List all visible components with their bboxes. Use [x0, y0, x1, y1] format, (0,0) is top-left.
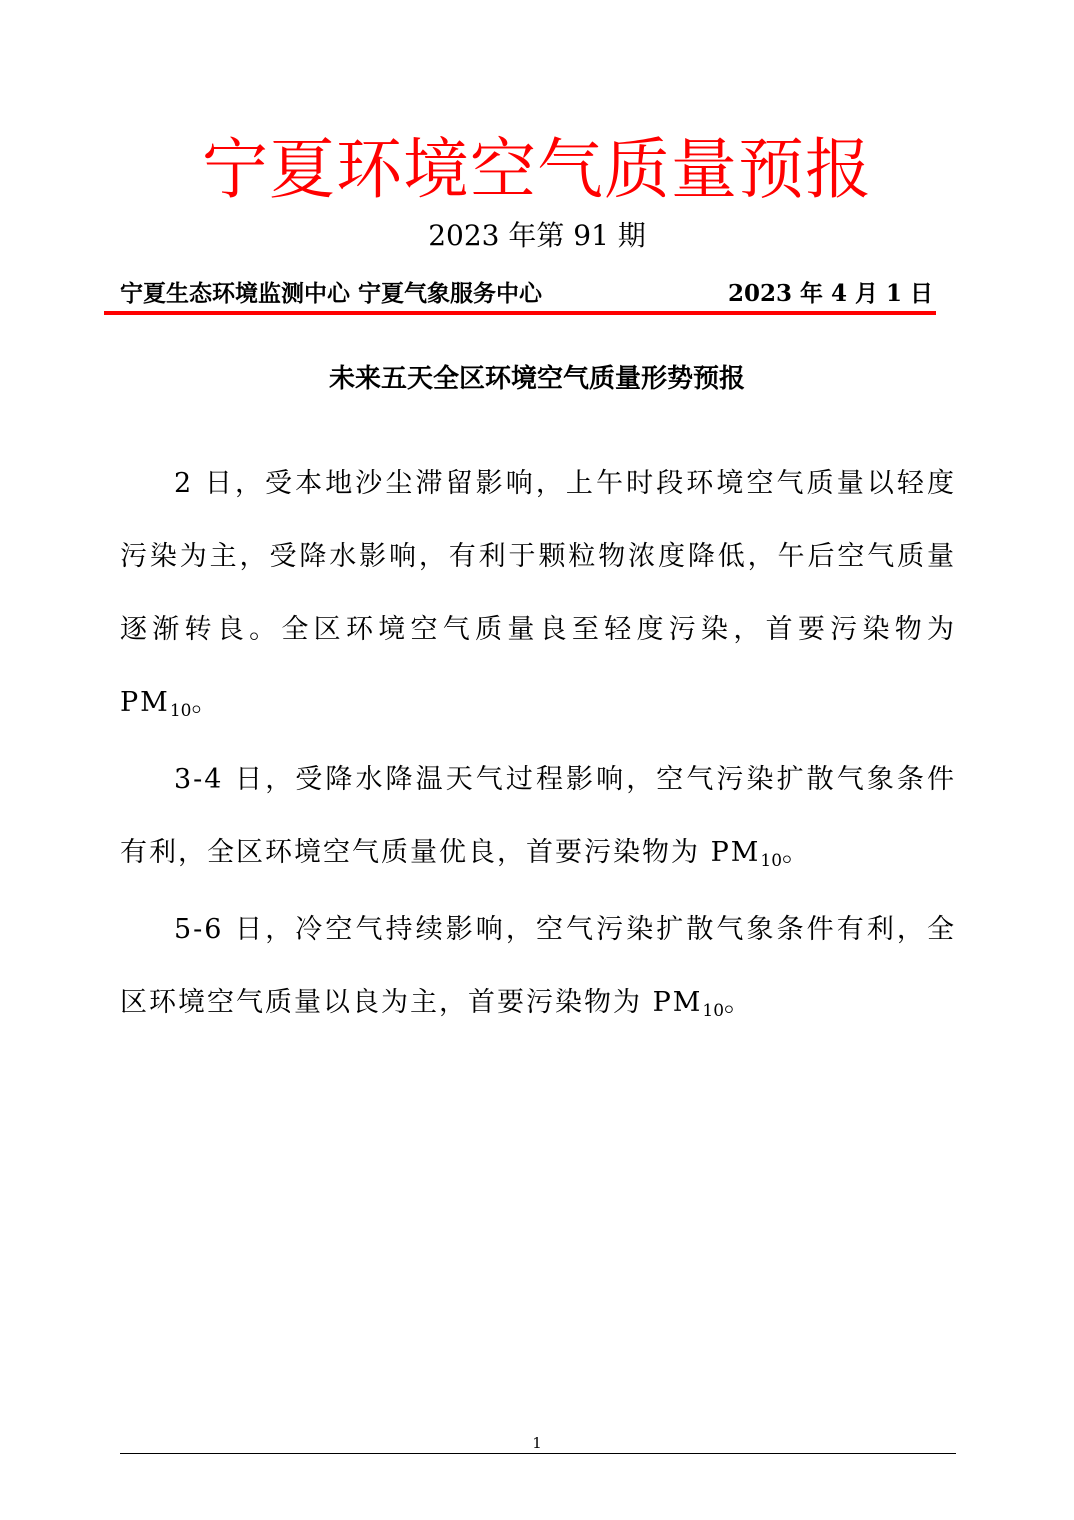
- pm-subscript: 10: [702, 1001, 725, 1021]
- forecast-paragraph-day3-4: [120, 743, 956, 893]
- pm-subscript: 10: [169, 701, 192, 721]
- issue-number: 2023 年第 91 期: [428, 219, 646, 252]
- page-number: 1: [532, 1434, 542, 1452]
- section-title: 未来五天全区环境空气质量形势预报: [328, 364, 745, 394]
- paragraph-text: 5-6 日，冷空气持续影响，空气污染扩散气象条件有利，全区环境空气质量以良为主，首要污染物为 PM: [120, 914, 956, 1018]
- paragraph-end: 。: [782, 837, 812, 868]
- forecast-body: [120, 447, 956, 1043]
- paragraph-text: 3-4 日，受降水降温天气过程影响，空气污染扩散气象条件有利，全区环境空气质量优良，首要污染物为 PM: [120, 764, 956, 868]
- paragraph-end: 。: [191, 687, 221, 718]
- issuer-line: 宁夏生态环境监测中心 宁夏气象服务中心: [120, 280, 543, 307]
- masthead-red-rule: [104, 311, 936, 315]
- masthead-title: 宁夏环境空气质量预报: [202, 131, 872, 208]
- paragraph-end: 。: [724, 987, 754, 1018]
- forecast-paragraph-day2: [120, 447, 956, 743]
- paragraph-text: 2 日，受本地沙尘滞留影响，上午时段环境空气质量以轻度污染为主，受降水影响，有利于颗粒物浓度降低，午后空气质量逐渐转良。全区环境空气质量良至轻度污染，首要污染物为 PM: [120, 468, 956, 718]
- pm-subscript: 10: [760, 851, 783, 871]
- footer-rule: [120, 1453, 956, 1454]
- issue-date: 2023 年 4 月 1 日: [728, 280, 934, 307]
- forecast-paragraph-day5-6: [120, 893, 956, 1043]
